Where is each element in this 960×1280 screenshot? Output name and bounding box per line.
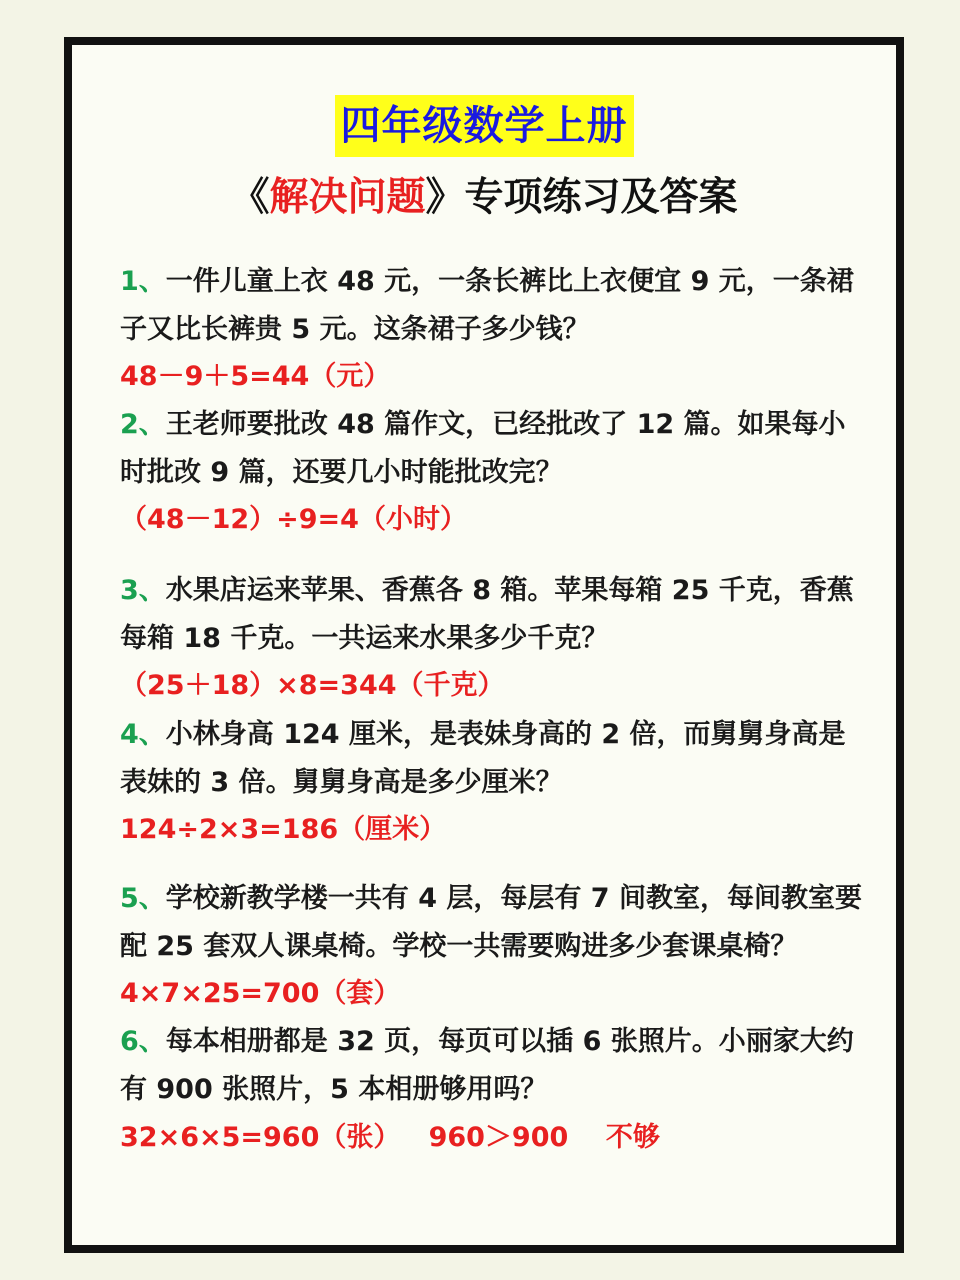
problem-6-question <box>120 1018 870 1114</box>
problem-2-question <box>120 401 870 497</box>
problem-2-line-1: 王老师要批改 48 篇作文，已经批改了 12 篇。如果每小 <box>165 409 846 440</box>
problem-6-line-2: 有 900 张照片，5 本相册够用吗？ <box>120 1074 548 1105</box>
problem-2-line-2: 时批改 9 篇，还要几小时能批改完？ <box>120 457 563 488</box>
problem-2-number: 2、 <box>120 409 166 440</box>
worksheet-frame <box>64 37 904 1253</box>
problem-2-answer: （48－12）÷9=4（小时） <box>120 504 467 535</box>
subtitle-rest: 》专项练习及答案 <box>425 175 738 220</box>
problem-3-line-2: 每箱 18 千克。一共运来水果多少千克？ <box>120 623 609 654</box>
problem-5-line-2: 配 25 套双人课桌椅。学校一共需要购进多少套课桌椅？ <box>120 931 798 962</box>
problem-5-number: 5、 <box>120 883 166 914</box>
problem-5-answer: 4×7×25=700（套） <box>120 978 401 1009</box>
problem-1-number: 1、 <box>120 266 166 297</box>
problem-1-question <box>120 258 870 354</box>
page-subtitle <box>72 170 896 226</box>
problem-4-question <box>120 711 870 807</box>
problem-6-answer: 32×6×5=960（张） 960＞900 不够 <box>120 1122 660 1153</box>
problem-1-line-2: 子又比长裤贵 5 元。这条裙子多少钱？ <box>120 314 590 345</box>
subtitle-topic: 解决问题 <box>269 175 426 220</box>
problem-3-answer: （25＋18）×8=344（千克） <box>120 670 505 701</box>
problem-1-answer: 48－9＋5=44（元） <box>120 361 391 392</box>
problem-3-line-1: 水果店运来苹果、香蕉各 8 箱。苹果每箱 25 千克，香蕉 <box>165 575 854 606</box>
problem-6-line-1: 每本相册都是 32 页，每页可以插 6 张照片。小丽家大约 <box>165 1026 854 1057</box>
problem-5-line-1: 学校新教学楼一共有 4 层，每层有 7 间教室，每间教室要 <box>165 883 862 914</box>
problem-3-number: 3、 <box>120 575 166 606</box>
title-banner <box>72 95 896 157</box>
problem-5-question <box>120 875 870 971</box>
problem-3-question <box>120 567 870 663</box>
problem-4-line-2: 表妹的 3 倍。舅舅身高是多少厘米？ <box>120 767 563 798</box>
subtitle-open-bracket: 《 <box>230 175 270 220</box>
page-title: 四年级数学上册 <box>335 95 634 157</box>
problem-4-line-1: 小林身高 124 厘米，是表妹身高的 2 倍，而舅舅身高是 <box>165 719 846 750</box>
problem-4-answer: 124÷2×3=186（厘米） <box>120 814 447 845</box>
problem-4-number: 4、 <box>120 719 166 750</box>
problem-6-number: 6、 <box>120 1026 166 1057</box>
problem-1-line-1: 一件儿童上衣 48 元，一条长裤比上衣便宜 9 元，一条裙 <box>165 266 854 297</box>
